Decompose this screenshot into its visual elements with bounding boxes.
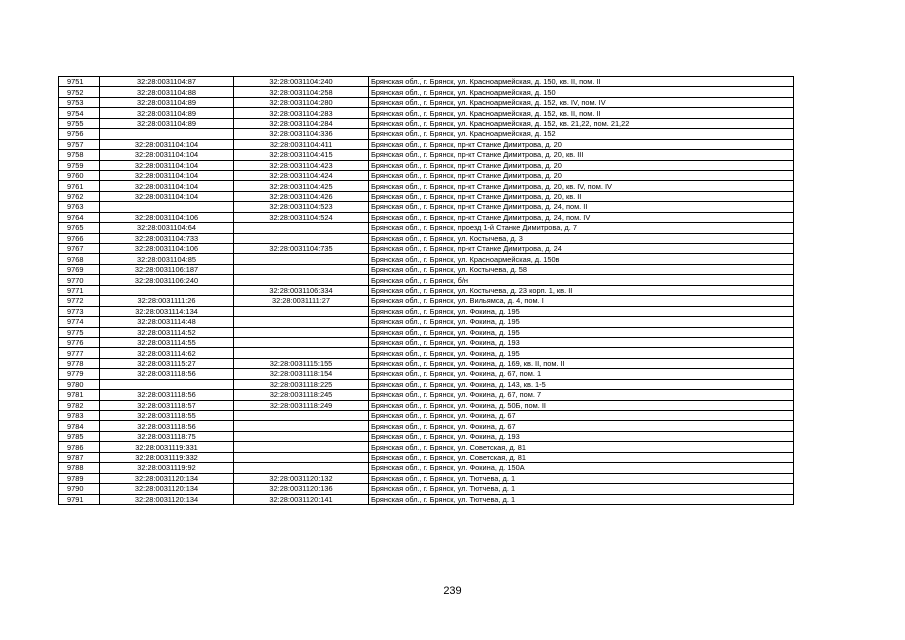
address-cell: Брянская обл., г. Брянск, ул. Костычева, д. 3 (369, 233, 794, 243)
row-number-cell: 9760 (59, 170, 100, 180)
address-cell: Брянская обл., г. Брянск, ул. Костычева, д. 58 (369, 264, 794, 274)
building-cadastral-number-cell: 32:28:0031104:735 (234, 244, 369, 254)
table-row (59, 264, 794, 274)
row-number-cell: 9755 (59, 118, 100, 128)
address-cell: Брянская обл., г. Брянск, ул. Советская, д. 81 (369, 442, 794, 452)
table-row (59, 244, 794, 254)
building-cadastral-number-cell: 32:28:0031104:415 (234, 150, 369, 160)
address-cell: Брянская обл., г. Брянск, ул. Тютчева, д. 1 (369, 484, 794, 494)
row-number-cell: 9766 (59, 233, 100, 243)
building-cadastral-number-cell: 32:28:0031111:27 (234, 296, 369, 306)
building-cadastral-number-cell (234, 223, 369, 233)
table-row (59, 212, 794, 222)
address-cell: Брянская обл., г. Брянск, ул. Фокина, д. 50Б, пом. II (369, 400, 794, 410)
address-cell: Брянская обл., г. Брянск, ул. Фокина, д. 193 (369, 431, 794, 441)
page-number: 239 (443, 585, 462, 597)
address-cell: Брянская обл., г. Брянск, ул. Тютчева, д. 1 (369, 473, 794, 483)
address-cell: Брянская обл., г. Брянск, ул. Фокина, д. 67 (369, 421, 794, 431)
building-cadastral-number-cell: 32:28:0031104:240 (234, 77, 369, 87)
row-number-cell: 9784 (59, 421, 100, 431)
row-number-cell: 9777 (59, 348, 100, 358)
building-cadastral-number-cell: 32:28:0031104:423 (234, 160, 369, 170)
address-cell: Брянская обл., г. Брянск, ул. Костычева, д. 23 корп. 1, кв. II (369, 285, 794, 295)
land-cadastral-number-cell: 32:28:0031104:89 (100, 118, 234, 128)
building-cadastral-number-cell (234, 337, 369, 347)
land-cadastral-number-cell: 32:28:0031114:52 (100, 327, 234, 337)
row-number-cell: 9780 (59, 379, 100, 389)
land-cadastral-number-cell: 32:28:0031104:64 (100, 223, 234, 233)
address-cell: Брянская обл., г. Брянск, ул. Красноармейская, д. 150, кв. II, пом. II (369, 77, 794, 87)
address-cell: Брянская обл., г. Брянск, ул. Советская, д. 81 (369, 452, 794, 462)
row-number-cell: 9785 (59, 431, 100, 441)
table-row (59, 411, 794, 421)
building-cadastral-number-cell: 32:28:0031104:424 (234, 170, 369, 180)
row-number-cell: 9774 (59, 317, 100, 327)
land-cadastral-number-cell (100, 202, 234, 212)
row-number-cell: 9751 (59, 77, 100, 87)
table-row (59, 390, 794, 400)
land-cadastral-number-cell: 32:28:0031104:104 (100, 191, 234, 201)
address-cell: Брянская обл., г. Брянск, ул. Красноармейская, д. 152 (369, 129, 794, 139)
row-number-cell: 9790 (59, 484, 100, 494)
address-cell: Брянская обл., г. Брянск, пр-кт Станке Димитрова, д. 20, кв. III (369, 150, 794, 160)
table-row (59, 463, 794, 473)
building-cadastral-number-cell (234, 421, 369, 431)
table-row (59, 181, 794, 191)
row-number-cell: 9758 (59, 150, 100, 160)
land-cadastral-number-cell: 32:28:0031118:55 (100, 411, 234, 421)
row-number-cell: 9762 (59, 191, 100, 201)
building-cadastral-number-cell (234, 327, 369, 337)
building-cadastral-number-cell: 32:28:0031104:284 (234, 118, 369, 128)
building-cadastral-number-cell: 32:28:0031118:245 (234, 390, 369, 400)
address-cell: Брянская обл., г. Брянск, ул. Красноармейская, д. 152, кв. 21,22, пом. 21,22 (369, 118, 794, 128)
address-cell: Брянская обл., г. Брянск, ул. Фокина, д. 195 (369, 317, 794, 327)
row-number-cell: 9788 (59, 463, 100, 473)
address-cell: Брянская обл., г. Брянск, ул. Фокина, д. 67, пом. 7 (369, 390, 794, 400)
table-row (59, 233, 794, 243)
row-number-cell: 9761 (59, 181, 100, 191)
building-cadastral-number-cell: 32:28:0031120:132 (234, 473, 369, 483)
land-cadastral-number-cell: 32:28:0031104:733 (100, 233, 234, 243)
table-row (59, 442, 794, 452)
row-number-cell: 9763 (59, 202, 100, 212)
row-number-cell: 9778 (59, 358, 100, 368)
table-row (59, 379, 794, 389)
land-cadastral-number-cell: 32:28:0031118:57 (100, 400, 234, 410)
table-row (59, 285, 794, 295)
table-row (59, 97, 794, 107)
building-cadastral-number-cell (234, 233, 369, 243)
address-cell: Брянская обл., г. Брянск, ул. Красноармейская, д. 152, кв. IV, пом. IV (369, 97, 794, 107)
address-cell: Брянская обл., г. Брянск, ул. Фокина, д. 195 (369, 306, 794, 316)
land-cadastral-number-cell: 32:28:0031119:92 (100, 463, 234, 473)
row-number-cell: 9752 (59, 87, 100, 97)
address-cell: Брянская обл., г. Брянск, пр-кт Станке Димитрова, д. 24 (369, 244, 794, 254)
row-number-cell: 9767 (59, 244, 100, 254)
land-cadastral-number-cell: 32:28:0031104:85 (100, 254, 234, 264)
address-cell: Брянская обл., г. Брянск, ул. Фокина, д. 143, кв. 1-5 (369, 379, 794, 389)
land-cadastral-number-cell (100, 379, 234, 389)
land-cadastral-number-cell: 32:28:0031104:104 (100, 139, 234, 149)
land-cadastral-number-cell: 32:28:0031120:134 (100, 473, 234, 483)
row-number-cell: 9759 (59, 160, 100, 170)
table-row (59, 191, 794, 201)
address-cell: Брянская обл., г. Брянск, ул. Тютчева, д. 1 (369, 494, 794, 504)
address-cell: Брянская обл., г. Брянск, ул. Вильямса, д. 4, пом. I (369, 296, 794, 306)
land-cadastral-number-cell (100, 129, 234, 139)
address-cell: Брянская обл., г. Брянск, ул. Фокина, д. 195 (369, 348, 794, 358)
address-cell: Брянская обл., г. Брянск, ул. Красноармейская, д. 152, кв. II, пом. II (369, 108, 794, 118)
row-number-cell: 9783 (59, 411, 100, 421)
row-number-cell: 9769 (59, 264, 100, 274)
building-cadastral-number-cell (234, 254, 369, 264)
building-cadastral-number-cell (234, 348, 369, 358)
land-cadastral-number-cell: 32:28:0031104:89 (100, 108, 234, 118)
land-cadastral-number-cell: 32:28:0031104:104 (100, 181, 234, 191)
address-cell: Брянская обл., г. Брянск, ул. Красноармейская, д. 150в (369, 254, 794, 264)
building-cadastral-number-cell: 32:28:0031104:283 (234, 108, 369, 118)
land-cadastral-number-cell: 32:28:0031114:62 (100, 348, 234, 358)
table-row (59, 160, 794, 170)
building-cadastral-number-cell: 32:28:0031104:523 (234, 202, 369, 212)
land-cadastral-number-cell: 32:28:0031115:27 (100, 358, 234, 368)
table-row (59, 108, 794, 118)
building-cadastral-number-cell: 32:28:0031118:225 (234, 379, 369, 389)
land-cadastral-number-cell: 32:28:0031114:48 (100, 317, 234, 327)
table-row (59, 129, 794, 139)
address-cell: Брянская обл., г. Брянск, пр-кт Станке Димитрова, д. 20 (369, 170, 794, 180)
building-cadastral-number-cell (234, 411, 369, 421)
building-cadastral-number-cell: 32:28:0031120:136 (234, 484, 369, 494)
row-number-cell: 9772 (59, 296, 100, 306)
table-row (59, 369, 794, 379)
table-row (59, 452, 794, 462)
row-number-cell: 9771 (59, 285, 100, 295)
building-cadastral-number-cell: 32:28:0031115:155 (234, 358, 369, 368)
row-number-cell: 9768 (59, 254, 100, 264)
building-cadastral-number-cell: 32:28:0031104:425 (234, 181, 369, 191)
table-row (59, 202, 794, 212)
building-cadastral-number-cell: 32:28:0031104:524 (234, 212, 369, 222)
registry-table-body (59, 77, 794, 505)
table-row (59, 254, 794, 264)
table-row (59, 296, 794, 306)
row-number-cell: 9776 (59, 337, 100, 347)
land-cadastral-number-cell: 32:28:0031120:134 (100, 494, 234, 504)
land-cadastral-number-cell: 32:28:0031104:104 (100, 150, 234, 160)
land-cadastral-number-cell: 32:28:0031104:87 (100, 77, 234, 87)
row-number-cell: 9791 (59, 494, 100, 504)
building-cadastral-number-cell: 32:28:0031104:336 (234, 129, 369, 139)
land-cadastral-number-cell (100, 285, 234, 295)
building-cadastral-number-cell: 32:28:0031104:411 (234, 139, 369, 149)
building-cadastral-number-cell (234, 463, 369, 473)
building-cadastral-number-cell (234, 317, 369, 327)
building-cadastral-number-cell (234, 275, 369, 285)
row-number-cell: 9775 (59, 327, 100, 337)
row-number-cell: 9756 (59, 129, 100, 139)
address-cell: Брянская обл., г. Брянск, пр-кт Станке Димитрова, д. 20, кв. IV, пом. IV (369, 181, 794, 191)
row-number-cell: 9787 (59, 452, 100, 462)
land-cadastral-number-cell: 32:28:0031119:331 (100, 442, 234, 452)
row-number-cell: 9765 (59, 223, 100, 233)
address-cell: Брянская обл., г. Брянск, ул. Фокина, д. 193 (369, 337, 794, 347)
address-cell: Брянская обл., г. Брянск, ул. Красноармейская, д. 150 (369, 87, 794, 97)
table-row (59, 170, 794, 180)
land-cadastral-number-cell: 32:28:0031104:106 (100, 212, 234, 222)
land-cadastral-number-cell: 32:28:0031104:106 (100, 244, 234, 254)
address-cell: Брянская обл., г. Брянск, ул. Фокина, д. 195 (369, 327, 794, 337)
registry-table (58, 76, 794, 505)
address-cell: Брянская обл., г. Брянск, пр-кт Станке Димитрова, д. 20, кв. II (369, 191, 794, 201)
row-number-cell: 9773 (59, 306, 100, 316)
address-cell: Брянская обл., г. Брянск, пр-кт Станке Димитрова, д. 24, пом. IV (369, 212, 794, 222)
land-cadastral-number-cell: 32:28:0031118:75 (100, 431, 234, 441)
address-cell: Брянская обл., г. Брянск, ул. Фокина, д. 67 (369, 411, 794, 421)
land-cadastral-number-cell: 32:28:0031118:56 (100, 369, 234, 379)
table-row (59, 306, 794, 316)
land-cadastral-number-cell: 32:28:0031104:104 (100, 160, 234, 170)
land-cadastral-number-cell: 32:28:0031104:104 (100, 170, 234, 180)
table-row (59, 223, 794, 233)
building-cadastral-number-cell (234, 306, 369, 316)
table-row (59, 87, 794, 97)
row-number-cell: 9786 (59, 442, 100, 452)
address-cell: Брянская обл., г. Брянск, проезд 1-й Станке Димитрова, д. 7 (369, 223, 794, 233)
land-cadastral-number-cell: 32:28:0031111:26 (100, 296, 234, 306)
table-row (59, 494, 794, 504)
table-row (59, 473, 794, 483)
table-row (59, 337, 794, 347)
address-cell: Брянская обл., г. Брянск, пр-кт Станке Димитрова, д. 20 (369, 160, 794, 170)
building-cadastral-number-cell: 32:28:0031104:280 (234, 97, 369, 107)
table-row (59, 327, 794, 337)
row-number-cell: 9757 (59, 139, 100, 149)
land-cadastral-number-cell: 32:28:0031118:56 (100, 390, 234, 400)
land-cadastral-number-cell: 32:28:0031104:88 (100, 87, 234, 97)
building-cadastral-number-cell: 32:28:0031104:258 (234, 87, 369, 97)
table-row (59, 421, 794, 431)
table-row (59, 317, 794, 327)
row-number-cell: 9789 (59, 473, 100, 483)
row-number-cell: 9764 (59, 212, 100, 222)
land-cadastral-number-cell: 32:28:0031104:89 (100, 97, 234, 107)
table-row (59, 484, 794, 494)
table-row (59, 431, 794, 441)
address-cell: Брянская обл., г. Брянск, ул. Фокина, д. 169, кв. II, пом. II (369, 358, 794, 368)
row-number-cell: 9770 (59, 275, 100, 285)
land-cadastral-number-cell: 32:28:0031114:134 (100, 306, 234, 316)
table-row (59, 150, 794, 160)
table-row (59, 118, 794, 128)
building-cadastral-number-cell: 32:28:0031118:154 (234, 369, 369, 379)
building-cadastral-number-cell (234, 264, 369, 274)
table-row (59, 348, 794, 358)
land-cadastral-number-cell: 32:28:0031118:56 (100, 421, 234, 431)
address-cell: Брянская обл., г. Брянск, ул. Фокина, д. 67, пом. 1 (369, 369, 794, 379)
row-number-cell: 9781 (59, 390, 100, 400)
land-cadastral-number-cell: 32:28:0031119:332 (100, 452, 234, 462)
row-number-cell: 9754 (59, 108, 100, 118)
building-cadastral-number-cell: 32:28:0031104:426 (234, 191, 369, 201)
row-number-cell: 9779 (59, 369, 100, 379)
address-cell: Брянская обл., г. Брянск, пр-кт Станке Димитрова, д. 20 (369, 139, 794, 149)
land-cadastral-number-cell: 32:28:0031106:240 (100, 275, 234, 285)
table-row (59, 400, 794, 410)
building-cadastral-number-cell: 32:28:0031118:249 (234, 400, 369, 410)
row-number-cell: 9753 (59, 97, 100, 107)
building-cadastral-number-cell (234, 442, 369, 452)
table-row (59, 358, 794, 368)
land-cadastral-number-cell: 32:28:0031114:55 (100, 337, 234, 347)
building-cadastral-number-cell (234, 452, 369, 462)
table-row (59, 77, 794, 87)
building-cadastral-number-cell: 32:28:0031120:141 (234, 494, 369, 504)
table-row (59, 139, 794, 149)
land-cadastral-number-cell: 32:28:0031120:134 (100, 484, 234, 494)
address-cell: Брянская обл., г. Брянск, б/н (369, 275, 794, 285)
building-cadastral-number-cell: 32:28:0031106:334 (234, 285, 369, 295)
row-number-cell: 9782 (59, 400, 100, 410)
address-cell: Брянская обл., г. Брянск, пр-кт Станке Димитрова, д. 24, пом. II (369, 202, 794, 212)
address-cell: Брянская обл., г. Брянск, ул. Фокина, д. 150А (369, 463, 794, 473)
table-row (59, 275, 794, 285)
land-cadastral-number-cell: 32:28:0031106:187 (100, 264, 234, 274)
building-cadastral-number-cell (234, 431, 369, 441)
